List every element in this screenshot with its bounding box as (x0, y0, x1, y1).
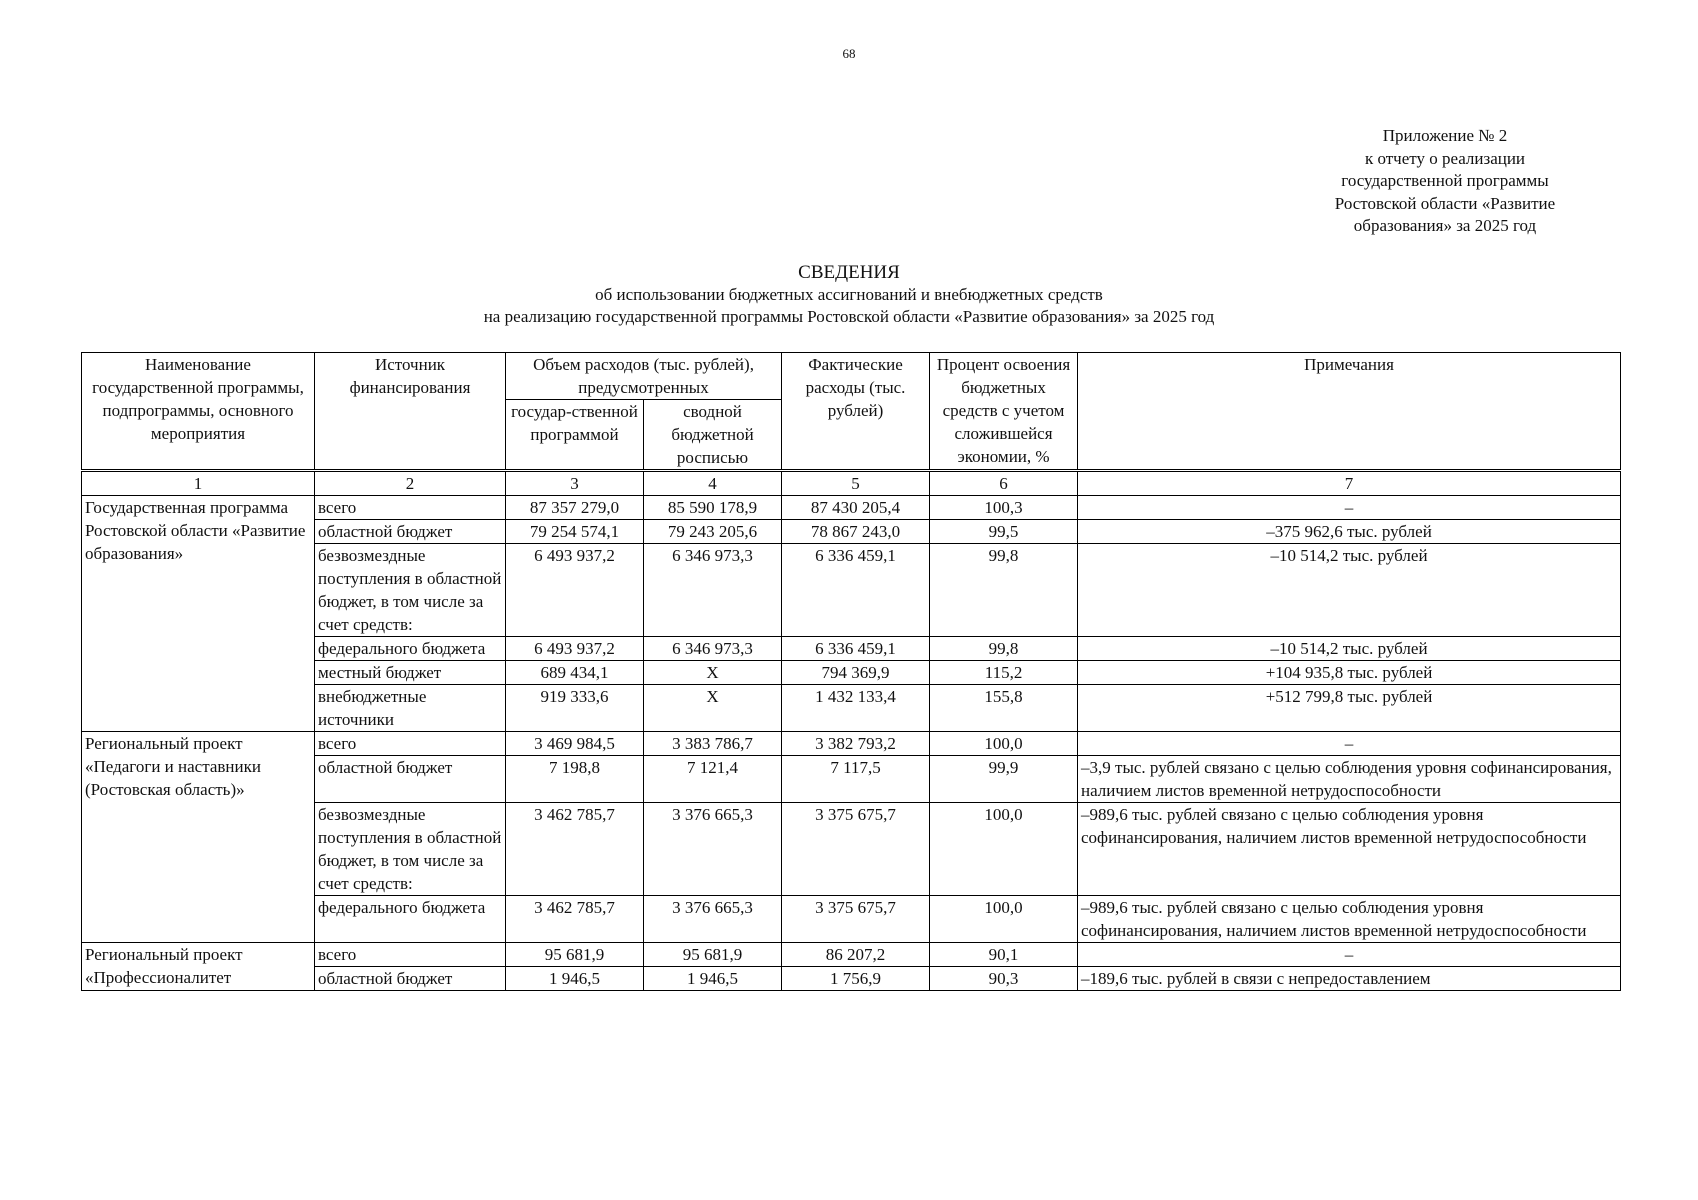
source-cell: областной бюджет (315, 756, 506, 803)
source-cell: безвозмездные поступления в областной бюджет, в том числе за счет средств: (315, 544, 506, 637)
column-number: 6 (930, 471, 1078, 496)
actual-amount: 87 430 205,4 (782, 496, 930, 520)
note-cell: –375 962,6 тыс. рублей (1078, 520, 1621, 544)
header-by-budget: сводной бюджетной росписью (644, 400, 782, 471)
program-amount: 6 493 937,2 (506, 544, 644, 637)
column-number: 2 (315, 471, 506, 496)
program-amount: 3 462 785,7 (506, 896, 644, 943)
note-cell: +104 935,8 тыс. рублей (1078, 661, 1621, 685)
appendix-line: Приложение № 2 (1382, 126, 1508, 145)
percent-cell: 99,8 (930, 544, 1078, 637)
budget-amount: 7 121,4 (644, 756, 782, 803)
source-cell: областной бюджет (315, 520, 506, 544)
percent-cell: 100,0 (930, 896, 1078, 943)
percent-cell: 90,1 (930, 943, 1078, 967)
actual-amount: 86 207,2 (782, 943, 930, 967)
source-cell: всего (315, 732, 506, 756)
note-cell: –3,9 тыс. рублей связано с целью соблюдения уровня софинансирования, наличием листов временной нетрудоспособности (1078, 756, 1621, 803)
note-cell: – (1078, 496, 1621, 520)
percent-cell: 99,8 (930, 637, 1078, 661)
source-cell: всего (315, 943, 506, 967)
percent-cell: 155,8 (930, 685, 1078, 732)
program-amount: 1 946,5 (506, 967, 644, 991)
percent-cell: 99,5 (930, 520, 1078, 544)
note-cell: +512 799,8 тыс. рублей (1078, 685, 1621, 732)
appendix-line: государственной программы (1341, 171, 1549, 190)
actual-amount: 7 117,5 (782, 756, 930, 803)
appendix-line: Ростовской области «Развитие (1334, 193, 1556, 213)
actual-amount: 3 382 793,2 (782, 732, 930, 756)
appendix-line: к отчету о реализации (1364, 148, 1526, 168)
program-amount: 7 198,8 (506, 756, 644, 803)
budget-amount: 3 376 665,3 (644, 803, 782, 896)
note-cell: –10 514,2 тыс. рублей (1078, 637, 1621, 661)
actual-amount: 3 375 675,7 (782, 896, 930, 943)
report-heading (0, 262, 1698, 328)
report-title: СВЕДЕНИЯ (798, 262, 900, 283)
table-row (82, 732, 1621, 756)
note-cell: –989,6 тыс. рублей связано с целью соблюдения уровня софинансирования, наличием листов временной нетрудоспособности (1078, 803, 1621, 896)
table-row (82, 943, 1621, 967)
budget-amount: 6 346 973,3 (644, 637, 782, 661)
actual-amount: 1 756,9 (782, 967, 930, 991)
program-amount: 3 462 785,7 (506, 803, 644, 896)
report-table (81, 352, 1621, 991)
header-planned: Объем расходов (тыс. рублей), предусмотренных (506, 353, 782, 400)
source-cell: безвозмездные поступления в областной бюджет, в том числе за счет средств: (315, 803, 506, 896)
percent-cell: 100,0 (930, 803, 1078, 896)
budget-amount: 3 376 665,3 (644, 896, 782, 943)
source-cell: федерального бюджета (315, 637, 506, 661)
column-number: 5 (782, 471, 930, 496)
program-name: Государственная программа Ростовской области «Развитие образования» (82, 496, 315, 732)
table-row (82, 496, 1621, 520)
source-cell: местный бюджет (315, 661, 506, 685)
header-notes: Примечания (1078, 353, 1621, 471)
program-amount: 3 469 984,5 (506, 732, 644, 756)
actual-amount: 78 867 243,0 (782, 520, 930, 544)
header-by-program: государ-ственной программой (506, 400, 644, 471)
column-number-row (82, 471, 1621, 496)
percent-cell: 100,0 (930, 732, 1078, 756)
budget-amount: 95 681,9 (644, 943, 782, 967)
percent-cell: 99,9 (930, 756, 1078, 803)
header-source: Источник финансирования (315, 353, 506, 471)
percent-cell: 100,3 (930, 496, 1078, 520)
source-cell: всего (315, 496, 506, 520)
report-subtitle: на реализацию государственной программы Ростовской области «Развитие образования» за 2025 год (483, 307, 1215, 326)
program-amount: 689 434,1 (506, 661, 644, 685)
report-subtitle: об использовании бюджетных ассигнований и внебюджетных средств (595, 285, 1103, 304)
program-amount: 79 254 574,1 (506, 520, 644, 544)
appendix-line: образования» за 2025 год (1353, 216, 1537, 235)
program-name: Региональный проект «Педагоги и наставники (Ростовская область)» (82, 732, 315, 943)
column-number: 3 (506, 471, 644, 496)
budget-amount: 79 243 205,6 (644, 520, 782, 544)
appendix-block (1295, 125, 1595, 238)
source-cell: областной бюджет (315, 967, 506, 991)
source-cell: внебюджетные источники (315, 685, 506, 732)
program-amount: 95 681,9 (506, 943, 644, 967)
column-number: 1 (82, 471, 315, 496)
program-name: Региональный проект «Профессионалитет (82, 943, 315, 991)
note-cell: –989,6 тыс. рублей связано с целью соблюдения уровня софинансирования, наличием листов временной нетрудоспособности (1078, 896, 1621, 943)
note-cell: – (1078, 732, 1621, 756)
program-amount: 919 333,6 (506, 685, 644, 732)
budget-amount: 6 346 973,3 (644, 544, 782, 637)
note-cell: – (1078, 943, 1621, 967)
actual-amount: 1 432 133,4 (782, 685, 930, 732)
header-actual: Фактические расходы (тыс. рублей) (782, 353, 930, 471)
budget-amount: Х (644, 685, 782, 732)
column-number: 7 (1078, 471, 1621, 496)
percent-cell: 90,3 (930, 967, 1078, 991)
percent-cell: 115,2 (930, 661, 1078, 685)
budget-amount: 1 946,5 (644, 967, 782, 991)
actual-amount: 3 375 675,7 (782, 803, 930, 896)
budget-amount: Х (644, 661, 782, 685)
budget-amount: 3 383 786,7 (644, 732, 782, 756)
page-number: 68 (842, 46, 856, 61)
program-amount: 87 357 279,0 (506, 496, 644, 520)
note-cell: –10 514,2 тыс. рублей (1078, 544, 1621, 637)
note-cell: –189,6 тыс. рублей в связи с непредоставлением (1078, 967, 1621, 991)
actual-amount: 794 369,9 (782, 661, 930, 685)
column-number: 4 (644, 471, 782, 496)
header-percent: Процент освоения бюджетных средств с учетом сложившейся экономии, % (930, 353, 1078, 471)
actual-amount: 6 336 459,1 (782, 637, 930, 661)
program-amount: 6 493 937,2 (506, 637, 644, 661)
header-name: Наименование государственной программы, подпрограммы, основного мероприятия (82, 353, 315, 471)
actual-amount: 6 336 459,1 (782, 544, 930, 637)
budget-amount: 85 590 178,9 (644, 496, 782, 520)
source-cell: федерального бюджета (315, 896, 506, 943)
